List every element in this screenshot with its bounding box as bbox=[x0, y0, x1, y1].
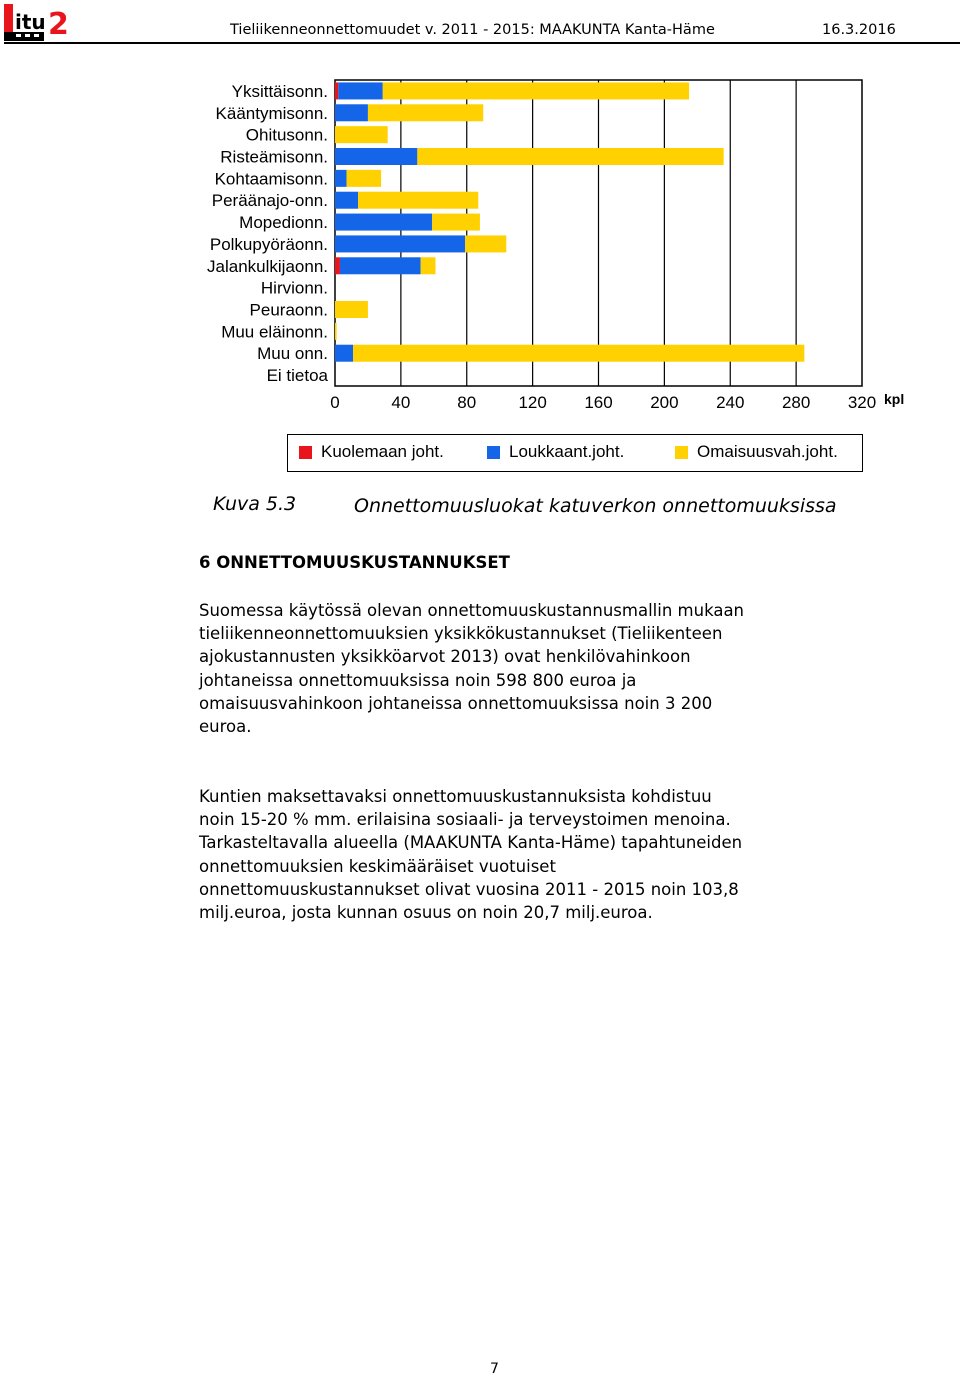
x-tick-label: 240 bbox=[716, 393, 745, 412]
text-line: johtaneissa onnettomuuksissa noin 598 800 euroa ja bbox=[199, 670, 637, 690]
category-label: Ohitusonn. bbox=[245, 125, 328, 145]
x-unit-label: kpl bbox=[884, 391, 905, 407]
x-tick-label: 160 bbox=[584, 393, 613, 412]
bar-segment-loukkaant bbox=[338, 82, 382, 99]
text-line: noin 15-20 % mm. erilaisina sosiaali- ja terveystoimen menoina. bbox=[199, 810, 731, 830]
paragraph-municipal-costs bbox=[199, 785, 799, 924]
text-line: omaisuusvahinkoon johtaneissa onnettomuuksissa noin 3 200 bbox=[199, 693, 713, 713]
bar-segment-kuolema bbox=[335, 257, 340, 274]
legend-swatch-omaisuus bbox=[675, 446, 688, 459]
bar-segment-kuolema bbox=[335, 82, 338, 99]
bar-segment-omaisuus bbox=[335, 126, 388, 143]
paragraph-unit-costs bbox=[199, 599, 799, 738]
legend-label-omaisuus: Omaisuusvah.joht. bbox=[697, 442, 838, 461]
liitu-logo bbox=[4, 2, 70, 42]
bar-segment-omaisuus bbox=[335, 301, 368, 318]
header-divider bbox=[4, 42, 960, 44]
section-heading: 6 ONNETTOMUUSKUSTANNUKSET bbox=[199, 553, 510, 572]
category-label: Jalankulkijaonn. bbox=[207, 256, 328, 276]
text-line: Kuntien maksettavaksi onnettomuuskustannuksista kohdistuu bbox=[199, 787, 712, 806]
figure-caption: Onnettomuusluokat katuverkon onnettomuuksissa bbox=[354, 495, 837, 517]
bar-segment-omaisuus bbox=[417, 148, 723, 165]
bar-segment-omaisuus bbox=[383, 82, 689, 99]
bar-segment-loukkaant bbox=[335, 148, 417, 165]
x-tick-label: 120 bbox=[518, 393, 547, 412]
category-label: Muu onn. bbox=[257, 344, 328, 364]
text-line: euroa. bbox=[199, 717, 252, 737]
bar-segment-loukkaant bbox=[335, 235, 465, 252]
category-label: Peuraonn. bbox=[249, 300, 328, 320]
bar-segment-loukkaant bbox=[340, 257, 421, 274]
category-label: Polkupyöräonn. bbox=[209, 234, 328, 254]
text-line: tieliikenneonnettomuuksien yksikkökustannukset (Tieliikenteen bbox=[199, 624, 723, 644]
text-line: milj.euroa, josta kunnan osuus on noin 20,7 milj.euroa. bbox=[199, 903, 653, 923]
legend-swatch-loukkaant bbox=[487, 446, 500, 459]
bar-segment-omaisuus bbox=[347, 170, 382, 187]
x-tick-label: 0 bbox=[330, 393, 340, 412]
x-tick-label: 320 bbox=[847, 393, 877, 412]
category-label: Ei tietoa bbox=[266, 366, 328, 386]
category-label: Risteämisonn. bbox=[220, 147, 328, 167]
text-line: Suomessa käytössä olevan onnettomuuskustannusmallin mukaan bbox=[199, 601, 745, 620]
header-title: Tieliikenneonnettomuudet v. 2011 - 2015: MAAKUNTA Kanta-Häme bbox=[230, 22, 715, 38]
x-tick-label: 200 bbox=[650, 393, 679, 412]
legend-swatch-kuolema bbox=[299, 446, 312, 459]
bar-segment-loukkaant bbox=[335, 170, 347, 187]
bar-segment-omaisuus bbox=[368, 104, 483, 121]
bar-segment-omaisuus bbox=[358, 192, 478, 209]
svg-text:itu: itu bbox=[15, 10, 46, 34]
bar-segment-omaisuus bbox=[465, 235, 506, 252]
x-tick-label: 80 bbox=[457, 393, 477, 412]
legend-label-loukkaant: Loukkaant.joht. bbox=[509, 442, 625, 461]
category-label: Hirvionn. bbox=[260, 278, 328, 298]
bar-segment-omaisuus bbox=[421, 257, 436, 274]
category-label: Kohtaamisonn. bbox=[214, 169, 328, 189]
chart-legend bbox=[287, 434, 863, 472]
page-number: 7 bbox=[490, 1361, 499, 1377]
text-line: onnettomuuskustannukset olivat vuosina 2011 - 2015 noin 103,8 bbox=[199, 879, 739, 899]
category-label: Kääntymisonn. bbox=[215, 103, 328, 123]
x-tick-label: 40 bbox=[391, 393, 411, 412]
x-tick-label: 280 bbox=[781, 393, 811, 412]
category-label: Muu eläinonn. bbox=[221, 322, 328, 342]
accident-class-chart bbox=[0, 70, 960, 430]
text-line: onnettomuuksien keskimääräiset vuotuiset bbox=[199, 856, 556, 876]
category-label: Peräänajo-onn. bbox=[211, 191, 328, 211]
bar-segment-omaisuus bbox=[335, 323, 337, 340]
category-label: Yksittäisonn. bbox=[231, 81, 328, 101]
category-label: Mopedionn. bbox=[239, 213, 328, 233]
bar-segment-loukkaant bbox=[335, 192, 358, 209]
bar-segment-loukkaant bbox=[335, 345, 353, 362]
bar-segment-loukkaant bbox=[335, 214, 432, 231]
header-date: 16.3.2016 bbox=[822, 22, 896, 38]
svg-text:2: 2 bbox=[48, 7, 69, 42]
text-line: ajokustannusten yksikköarvot 2013) ovat henkilövahinkoon bbox=[199, 647, 691, 667]
bar-segment-omaisuus bbox=[432, 214, 480, 231]
legend-label-kuolema: Kuolemaan joht. bbox=[321, 442, 444, 461]
text-line: Tarkasteltavalla alueella (MAAKUNTA Kanta-Häme) tapahtuneiden bbox=[199, 833, 743, 853]
bar-segment-loukkaant bbox=[335, 104, 368, 121]
figure-number: Kuva 5.3 bbox=[213, 493, 297, 515]
bar-segment-omaisuus bbox=[353, 345, 804, 362]
